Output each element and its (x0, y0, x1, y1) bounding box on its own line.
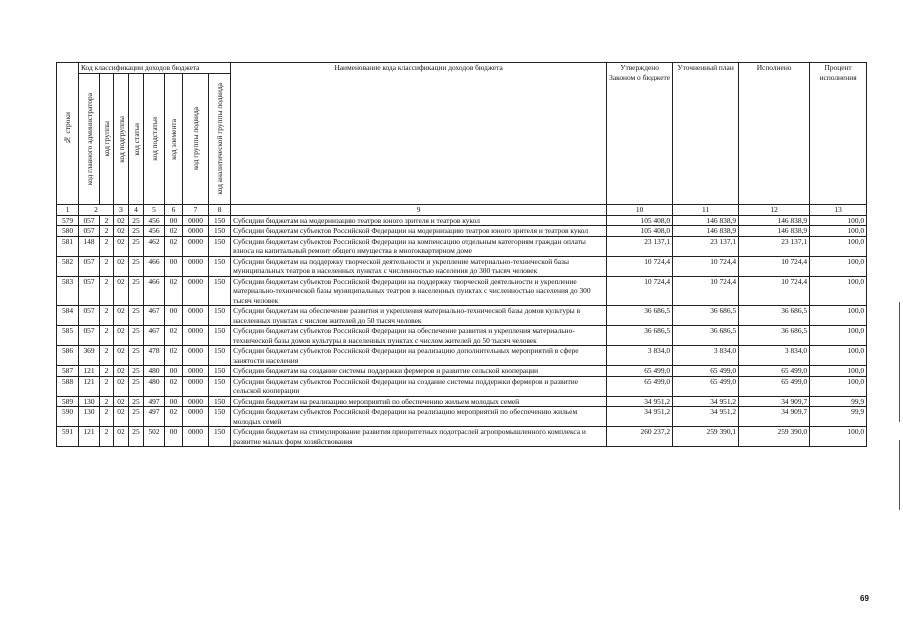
code-subarticle: 478 (144, 346, 165, 366)
code-subarticle: 466 (144, 276, 165, 306)
code-subarticle: 497 (144, 396, 165, 407)
code-article: 25 (129, 427, 144, 447)
code-subarticle: 456 (144, 215, 165, 226)
code-admin: 057 (79, 226, 100, 237)
code-subarticle: 462 (144, 236, 165, 256)
code-admin: 369 (79, 346, 100, 366)
income-name: Субсидии бюджетам на поддержку творческой деятельности и укрепление материально-технической базы муниципальных театров в населенных пунктах с численностью населения до 300 тысяч человек (231, 256, 607, 276)
row-number: 580 (57, 226, 79, 237)
code-subtype-group: 0000 (183, 376, 209, 396)
header-code-group: код группы (100, 74, 114, 205)
column-number: 12 (739, 205, 810, 216)
code-subarticle: 502 (144, 427, 165, 447)
execution-percent: 100,0 (810, 236, 867, 256)
code-element: 02 (165, 226, 183, 237)
code-article: 25 (129, 215, 144, 226)
code-subtype-group: 0000 (183, 346, 209, 366)
code-analytic-group: 150 (209, 256, 231, 276)
code-group: 2 (100, 427, 114, 447)
approved-amount: 23 137,1 (607, 236, 673, 256)
code-admin: 057 (79, 215, 100, 226)
code-group: 2 (100, 256, 114, 276)
code-subgroup: 02 (114, 366, 129, 377)
execution-percent: 100,0 (810, 366, 867, 377)
code-subgroup: 02 (114, 236, 129, 256)
code-element: 00 (165, 427, 183, 447)
row-number: 584 (57, 306, 79, 326)
table-row (57, 306, 867, 326)
code-subarticle: 466 (144, 256, 165, 276)
revised-amount: 36 686,5 (673, 306, 739, 326)
code-analytic-group: 150 (209, 326, 231, 346)
code-admin: 057 (79, 326, 100, 346)
executed-amount: 146 838,9 (739, 226, 810, 237)
code-subarticle: 497 (144, 407, 165, 427)
code-element: 02 (165, 326, 183, 346)
code-analytic-group: 150 (209, 427, 231, 447)
header-code-admin: код главного администратора (79, 74, 100, 205)
row-number: 585 (57, 326, 79, 346)
column-numbers-row (57, 205, 867, 216)
code-element: 00 (165, 396, 183, 407)
table-row (57, 366, 867, 377)
code-analytic-group: 150 (209, 376, 231, 396)
revised-amount: 34 951,2 (673, 407, 739, 427)
code-admin: 121 (79, 427, 100, 447)
row-number: 589 (57, 396, 79, 407)
code-subtype-group: 0000 (183, 256, 209, 276)
code-group: 2 (100, 346, 114, 366)
code-group: 2 (100, 376, 114, 396)
header-code-subarticle: код подстатьи (144, 74, 165, 205)
approved-amount: 105 408,0 (607, 215, 673, 226)
code-group: 2 (100, 306, 114, 326)
executed-amount: 3 834,0 (739, 346, 810, 366)
approved-amount: 34 951,2 (607, 396, 673, 407)
execution-percent: 100,0 (810, 306, 867, 326)
code-analytic-group: 150 (209, 306, 231, 326)
code-subtype-group: 0000 (183, 215, 209, 226)
code-element: 02 (165, 407, 183, 427)
code-subtype-group: 0000 (183, 427, 209, 447)
revised-amount: 23 137,1 (673, 236, 739, 256)
approved-amount: 34 951,2 (607, 407, 673, 427)
approved-amount: 105 408,0 (607, 226, 673, 237)
income-name: Субсидии бюджетам на обеспечение развития и укрепления материально-технической базы домов культуры в населенных пунктах с числом жителей до 50 тысяч человек (231, 306, 607, 326)
code-element: 00 (165, 366, 183, 377)
execution-percent: 100,0 (810, 346, 867, 366)
column-number: 13 (810, 205, 867, 216)
code-article: 25 (129, 376, 144, 396)
code-group: 2 (100, 326, 114, 346)
code-article: 25 (129, 226, 144, 237)
code-analytic-group: 150 (209, 407, 231, 427)
executed-amount: 36 686,5 (739, 306, 810, 326)
execution-percent: 99,9 (810, 407, 867, 427)
code-element: 02 (165, 236, 183, 256)
revised-amount: 65 499,0 (673, 376, 739, 396)
code-subarticle: 467 (144, 306, 165, 326)
code-subgroup: 02 (114, 396, 129, 407)
revised-amount: 36 686,5 (673, 326, 739, 346)
code-subtype-group: 0000 (183, 236, 209, 256)
header-classification-group: Код классификации доходов бюджета (79, 63, 231, 74)
approved-amount: 36 686,5 (607, 306, 673, 326)
revised-amount: 259 390,1 (673, 427, 739, 447)
code-subgroup: 02 (114, 346, 129, 366)
code-subgroup: 02 (114, 326, 129, 346)
row-number: 586 (57, 346, 79, 366)
revised-amount: 10 724,4 (673, 256, 739, 276)
revised-amount: 3 834,0 (673, 346, 739, 366)
executed-amount: 36 686,5 (739, 326, 810, 346)
header-code-element: код элемента (165, 74, 183, 205)
code-admin: 130 (79, 407, 100, 427)
header-code-article: код статьи (129, 74, 144, 205)
header-executed: Исполнено (739, 63, 810, 205)
code-subgroup: 02 (114, 306, 129, 326)
income-name: Субсидии бюджетам субъектов Российской Федерации на создание системы поддержки фермеров и развитие сельской кооперации (231, 376, 607, 396)
header-approved: Утверждено Законом о бюджете (607, 63, 673, 205)
code-element: 02 (165, 276, 183, 306)
code-element: 00 (165, 215, 183, 226)
executed-amount: 34 909,7 (739, 396, 810, 407)
revised-amount: 65 499,0 (673, 366, 739, 377)
income-name: Субсидии бюджетам субъектов Российской Федерации на компенсацию отдельным категориям граждан оплаты взноса на капитальный ремонт общего имущества в многоквартирном доме (231, 236, 607, 256)
table-row (57, 407, 867, 427)
row-number: 590 (57, 407, 79, 427)
header-code-subgroup: код подгруппы (114, 74, 129, 205)
income-name: Субсидии бюджетам субъектов Российской Федерации на модернизацию театров юного зрителя и театров кукол (231, 226, 607, 237)
table-row (57, 276, 867, 306)
column-number: 3 (114, 205, 129, 216)
approved-amount: 10 724,4 (607, 276, 673, 306)
code-group: 2 (100, 215, 114, 226)
code-article: 25 (129, 256, 144, 276)
approved-amount: 260 237,2 (607, 427, 673, 447)
execution-percent: 100,0 (810, 427, 867, 447)
approved-amount: 36 686,5 (607, 326, 673, 346)
column-number: 2 (79, 205, 114, 216)
column-number: 8 (209, 205, 231, 216)
code-subtype-group: 0000 (183, 407, 209, 427)
code-article: 25 (129, 346, 144, 366)
revised-amount: 146 838,9 (673, 226, 739, 237)
code-element: 00 (165, 256, 183, 276)
code-subgroup: 02 (114, 427, 129, 447)
header-name: Наименование кода классификации доходов бюджета (231, 63, 607, 205)
approved-amount: 3 834,0 (607, 346, 673, 366)
income-name: Субсидии бюджетам субъектов Российской Федерации на обеспечение развития и укрепления материально-технической базы домов культуры в населенных пунктах с числом жителей до 50 тысяч человек (231, 326, 607, 346)
code-article: 25 (129, 236, 144, 256)
table-row (57, 376, 867, 396)
code-group: 2 (100, 276, 114, 306)
code-element: 00 (165, 306, 183, 326)
table-row (57, 256, 867, 276)
code-admin: 057 (79, 256, 100, 276)
code-subtype-group: 0000 (183, 366, 209, 377)
code-group: 2 (100, 396, 114, 407)
table-row (57, 215, 867, 226)
income-name: Субсидии бюджетам субъектов Российской Федерации на реализацию дополнительных мероприятий в сфере занятости населения (231, 346, 607, 366)
row-number: 579 (57, 215, 79, 226)
executed-amount: 146 838,9 (739, 215, 810, 226)
table-row (57, 427, 867, 447)
row-number: 588 (57, 376, 79, 396)
column-number: 10 (607, 205, 673, 216)
code-article: 25 (129, 366, 144, 377)
income-name: Субсидии бюджетам субъектов Российской Федерации на реализацию мероприятий по обеспечению жильем молодых семей (231, 407, 607, 427)
code-subtype-group: 0000 (183, 226, 209, 237)
execution-percent: 100,0 (810, 376, 867, 396)
code-subgroup: 02 (114, 376, 129, 396)
revised-amount: 34 951,2 (673, 396, 739, 407)
column-number: 11 (673, 205, 739, 216)
executed-amount: 10 724,4 (739, 256, 810, 276)
code-admin: 121 (79, 376, 100, 396)
column-number: 7 (183, 205, 209, 216)
approved-amount: 65 499,0 (607, 366, 673, 377)
approved-amount: 10 724,4 (607, 256, 673, 276)
column-number: 6 (165, 205, 183, 216)
executed-amount: 23 137,1 (739, 236, 810, 256)
execution-percent: 100,0 (810, 276, 867, 306)
executed-amount: 10 724,4 (739, 276, 810, 306)
code-article: 25 (129, 407, 144, 427)
table-row (57, 396, 867, 407)
code-analytic-group: 150 (209, 226, 231, 237)
executed-amount: 259 390,0 (739, 427, 810, 447)
revised-amount: 146 838,9 (673, 215, 739, 226)
code-admin: 148 (79, 236, 100, 256)
code-subarticle: 480 (144, 376, 165, 396)
executed-amount: 65 499,0 (739, 366, 810, 377)
column-number: 5 (144, 205, 165, 216)
code-subtype-group: 0000 (183, 306, 209, 326)
column-number: 1 (57, 205, 79, 216)
code-analytic-group: 150 (209, 276, 231, 306)
income-name: Субсидии бюджетам на реализацию мероприятий по обеспечению жильем молодых семей (231, 396, 607, 407)
row-number: 583 (57, 276, 79, 306)
code-subarticle: 467 (144, 326, 165, 346)
header-code-analytic-group: код аналитической группы подвида (209, 74, 231, 205)
row-number: 591 (57, 427, 79, 447)
code-analytic-group: 150 (209, 396, 231, 407)
revised-amount: 10 724,4 (673, 276, 739, 306)
code-subgroup: 02 (114, 256, 129, 276)
code-subgroup: 02 (114, 226, 129, 237)
code-article: 25 (129, 306, 144, 326)
row-number: 587 (57, 366, 79, 377)
column-number: 4 (129, 205, 144, 216)
table-row (57, 226, 867, 237)
code-article: 25 (129, 396, 144, 407)
code-subarticle: 456 (144, 226, 165, 237)
code-group: 2 (100, 226, 114, 237)
income-name: Субсидии бюджетам на стимулирование развития приоритетных подотраслей агропромышленного комплекса и развитие малых форм хозяйствования (231, 427, 607, 447)
header-code-subtype-group: код группы подвида (183, 74, 209, 205)
code-admin: 130 (79, 396, 100, 407)
execution-percent: 99,9 (810, 396, 867, 407)
page-number: 69 (860, 594, 869, 603)
execution-percent: 100,0 (810, 326, 867, 346)
code-group: 2 (100, 236, 114, 256)
code-subgroup: 02 (114, 215, 129, 226)
execution-percent: 100,0 (810, 256, 867, 276)
column-number: 9 (231, 205, 607, 216)
row-number: 582 (57, 256, 79, 276)
code-analytic-group: 150 (209, 236, 231, 256)
income-name: Субсидии бюджетам на модернизацию театров юного зрителя и театров кукол (231, 215, 607, 226)
row-number: 581 (57, 236, 79, 256)
budget-sheet (56, 62, 866, 447)
execution-percent: 100,0 (810, 226, 867, 237)
code-article: 25 (129, 276, 144, 306)
scan-margin-line (899, 440, 900, 510)
table-row (57, 346, 867, 366)
code-analytic-group: 150 (209, 366, 231, 377)
income-name: Субсидии бюджетам субъектов Российской Федерации на поддержку творческой деятельности и укрепление материально-технической базы муниципальных театров в населенных пунктах с численностью населения до 300 тысяч человек (231, 276, 607, 306)
code-group: 2 (100, 407, 114, 427)
code-group: 2 (100, 366, 114, 377)
code-subtype-group: 0000 (183, 396, 209, 407)
budget-table (56, 62, 867, 447)
code-article: 25 (129, 326, 144, 346)
code-subgroup: 02 (114, 407, 129, 427)
code-subtype-group: 0000 (183, 326, 209, 346)
approved-amount: 65 499,0 (607, 376, 673, 396)
table-body (57, 215, 867, 447)
header-revised: Уточненный план (673, 63, 739, 205)
code-admin: 057 (79, 306, 100, 326)
executed-amount: 34 909,7 (739, 407, 810, 427)
code-analytic-group: 150 (209, 215, 231, 226)
code-admin: 121 (79, 366, 100, 377)
code-element: 02 (165, 376, 183, 396)
code-subgroup: 02 (114, 276, 129, 306)
executed-amount: 65 499,0 (739, 376, 810, 396)
table-row (57, 326, 867, 346)
code-element: 02 (165, 346, 183, 366)
code-admin: 057 (79, 276, 100, 306)
code-subtype-group: 0000 (183, 276, 209, 306)
code-analytic-group: 150 (209, 346, 231, 366)
table-row (57, 236, 867, 256)
header-row-number: № строки (57, 63, 79, 205)
code-subarticle: 480 (144, 366, 165, 377)
execution-percent: 100,0 (810, 215, 867, 226)
income-name: Субсидии бюджетам на создание системы поддержки фермеров и развитие сельской кооперации (231, 366, 607, 377)
header-percent: Процент исполнения (810, 63, 867, 205)
scan-margin-line (899, 302, 900, 422)
